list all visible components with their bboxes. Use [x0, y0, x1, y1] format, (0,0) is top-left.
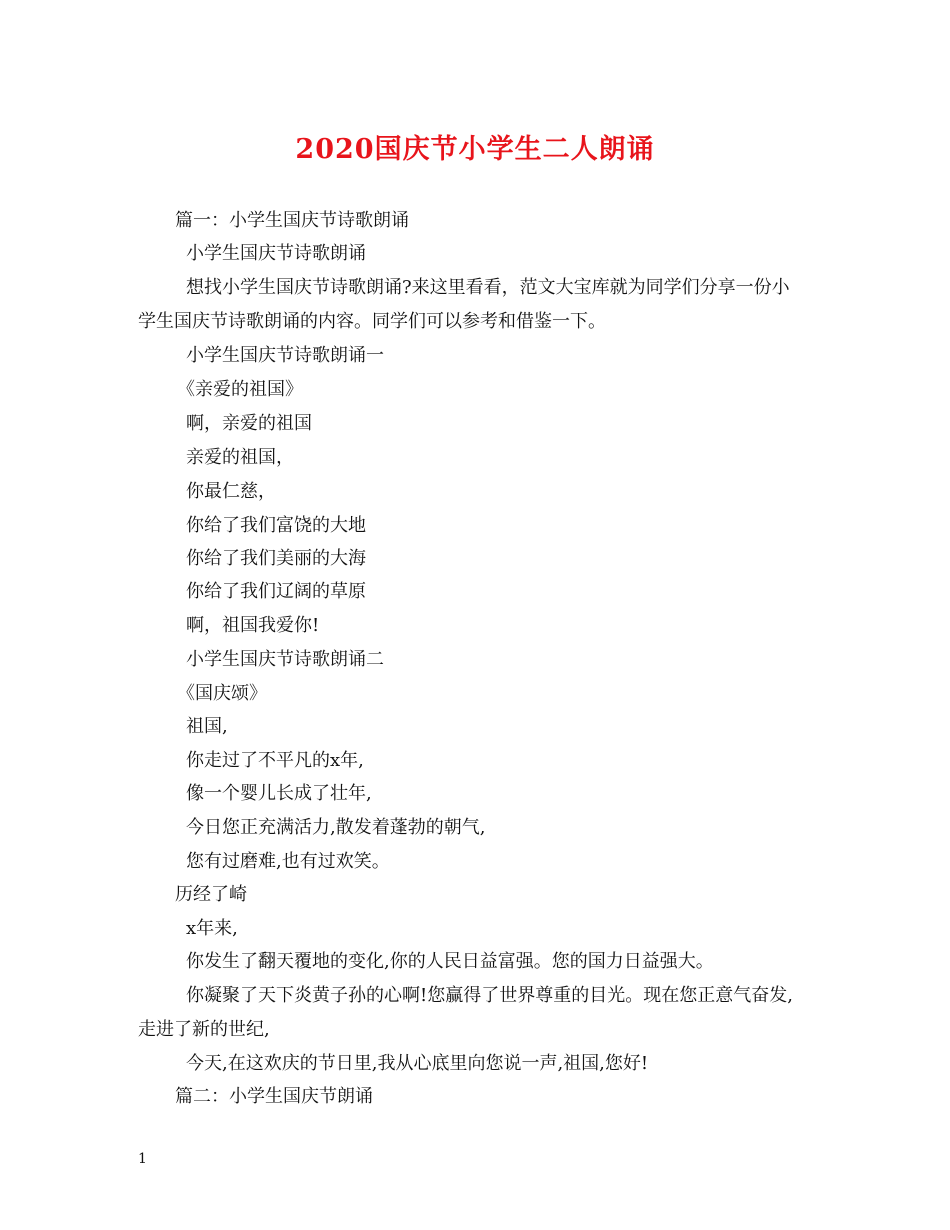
paragraph-line: 小学生国庆节诗歌朗诵	[186, 243, 366, 264]
document-title: 2020国庆节小学生二人朗诵	[295, 134, 655, 165]
poem-line: 历经了崎	[175, 884, 247, 905]
poem-line: 你凝聚了天下炎黄子孙的心啊!您赢得了世界尊重的目光。现在您正意气奋发,	[186, 985, 793, 1006]
section-heading-1: 篇一：小学生国庆节诗歌朗诵	[175, 210, 409, 231]
poem-line: 你走过了不平凡的x年,	[186, 750, 364, 771]
poem-line: 今日您正充满活力,散发着蓬勃的朝气,	[186, 817, 486, 838]
poem-line: 亲爱的祖国，	[186, 447, 294, 468]
poem-line: 像一个婴儿长成了壮年,	[186, 783, 372, 804]
paragraph-line: 小学生国庆节诗歌朗诵二	[186, 649, 384, 670]
poem-line: x年来,	[186, 918, 238, 939]
poem-line: 你给了我们美丽的大海	[186, 548, 366, 569]
paragraph-line: 学生国庆节诗歌朗诵的内容。同学们可以参考和借鉴一下。	[138, 311, 606, 332]
poem-line: 你给了我们辽阔的草原	[186, 581, 366, 602]
poem-line: 祖国,	[186, 716, 228, 737]
poem-line: 啊，祖国我爱你!	[186, 615, 320, 636]
poem-line: 你发生了翻天覆地的变化,你的人民日益富强。您的国力日益强大。	[186, 951, 714, 972]
section-heading-2: 篇二：小学生国庆节朗诵	[175, 1086, 373, 1107]
paragraph-line: 小学生国庆节诗歌朗诵一	[186, 345, 384, 366]
poem-line: 您有过磨难,也有过欢笑。	[186, 851, 390, 872]
poem-line: 你给了我们富饶的大地	[186, 515, 366, 536]
poem-title: 《国庆颂》	[177, 683, 267, 704]
poem-line: 啊，亲爱的祖国	[186, 413, 312, 434]
poem-line: 今天,在这欢庆的节日里,我从心底里向您说一声,祖国,您好!	[186, 1053, 649, 1074]
page-number: 1	[138, 1151, 147, 1167]
poem-title: 《亲爱的祖国》	[177, 379, 303, 400]
poem-line: 走进了新的世纪,	[138, 1019, 270, 1040]
paragraph-line: 想找小学生国庆节诗歌朗诵?来这里看看，范文大宝库就为同学们分享一份小	[186, 277, 790, 298]
poem-line: 你最仁慈，	[186, 481, 276, 502]
